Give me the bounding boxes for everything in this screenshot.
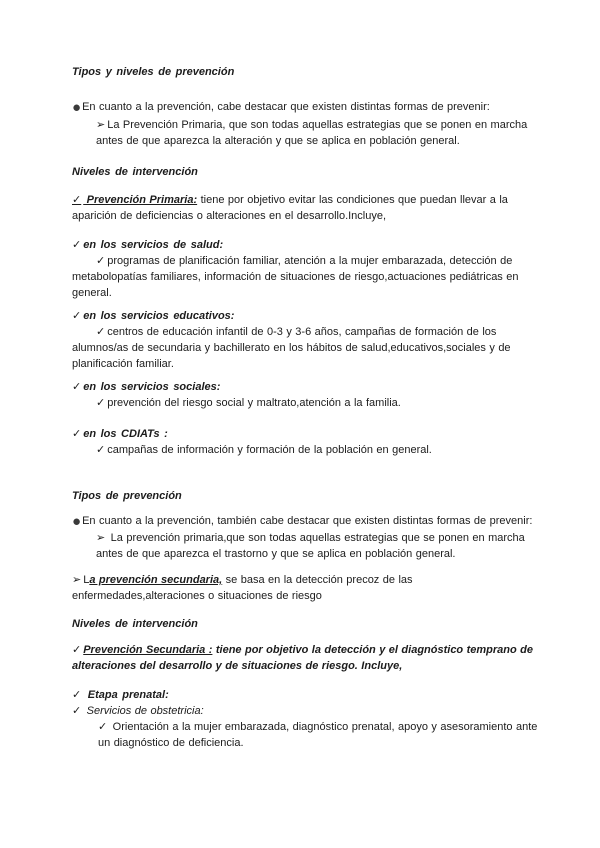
paragraph-intro-2	[72, 513, 540, 530]
check-icon: ✓	[96, 444, 106, 456]
bullet-icon: ●	[72, 513, 82, 530]
heading-tipos-y-niveles: Tipos y niveles de prevención	[72, 66, 235, 78]
intro-1-text: En cuanto a la prevención, cabe destacar que existen distintas formas de prevenir:	[82, 101, 490, 113]
etapa-prenatal-text: Etapa prenatal:	[83, 689, 169, 701]
heading-servicios-sociales	[72, 379, 540, 395]
check-icon: ✓	[72, 381, 82, 393]
prevencion-primaria-rest: tiene por objetivo evitar las condiciones que puedan llevar a la aparición de deficiencias o alteraciones en el desarrollo.Incluye,	[72, 194, 508, 222]
intro-2-text: En cuanto a la prevención, también cabe destacar que existen distintas formas de prevenir:	[82, 515, 533, 527]
paragraph-prevencion-secundaria	[72, 642, 540, 674]
orientacion-text: Orientación a la mujer embarazada, diagnóstico prenatal, apoyo y asesoramiento ante un diagnóstico de deficiencia.	[98, 721, 538, 749]
heading-servicios-educativos	[72, 308, 540, 324]
check-icon: ✓	[96, 255, 106, 267]
check-icon: ✓	[96, 326, 106, 338]
paragraph-servicios-obstetricia	[72, 703, 540, 719]
paragraph-intro-2-sub	[96, 530, 540, 562]
cdiats-item-text: campañas de información y formación de la población en general.	[107, 444, 432, 456]
bullet-icon: ●	[72, 99, 82, 116]
check-icon: ✓	[72, 310, 82, 322]
heading-servicios-salud	[72, 237, 540, 253]
heading-cdiats	[72, 426, 540, 442]
heading-tipos-prevencion: Tipos de prevención	[72, 490, 182, 502]
cdiats-heading-text: en los CDIATs :	[83, 428, 168, 440]
check-icon: ✓	[72, 689, 82, 701]
arrow-icon: ➢	[96, 119, 106, 131]
servicios-educativos-heading-text: en los servicios educativos:	[83, 310, 235, 322]
paragraph-servicios-salud-item	[72, 253, 540, 301]
paragraph-prevencion-primaria	[72, 192, 540, 224]
check-icon: ✓	[72, 194, 82, 206]
heading-etapa-prenatal	[72, 687, 540, 703]
paragraph-cdiats-item	[72, 442, 540, 458]
arrow-icon: ➢	[72, 574, 82, 586]
heading-niveles-intervencion-2: Niveles de intervención	[72, 618, 198, 630]
secundaria-intro-rest: se basa en la detección precoz de las enfermedades,alteraciones o situaciones de riesgo	[72, 574, 413, 602]
prevencion-primaria-lead-text: Prevención Primaria:	[83, 194, 198, 206]
secundaria-intro-lead: a prevención secundaria,	[89, 574, 223, 586]
servicios-salud-item-text: programas de planificación familiar, atención a la mujer embarazada, detección de metabolopatías familiares, información de situaciones de riesgo,actuaciones pediátricas en general.	[72, 255, 519, 299]
paragraph-orientacion	[98, 719, 540, 751]
paragraph-servicios-sociales-item	[72, 395, 540, 411]
intro-2-sub-text: La prevención primaria,que son todas aquellas estrategias que se ponen en marcha antes de que aparezca el trastorno y que se aplica en población general.	[96, 532, 525, 560]
servicios-obstetricia-text: Servicios de obstetricia:	[83, 705, 204, 717]
prevencion-secundaria-rest: tiene por objetivo la detección y el diagnóstico temprano de alteraciones del desarrollo y de situaciones de riesgo. Incluye,	[72, 644, 534, 672]
heading-niveles-intervencion-1: Niveles de intervención	[72, 166, 198, 178]
check-icon: ✓	[72, 239, 82, 251]
check-icon: ✓	[72, 644, 82, 656]
servicios-salud-heading-text: en los servicios de salud:	[83, 239, 224, 251]
servicios-sociales-heading-text: en los servicios sociales:	[83, 381, 221, 393]
paragraph-prevencion-secundaria-intro	[72, 572, 540, 604]
secundaria-intro-prefix: L	[83, 574, 90, 586]
check-icon: ✓	[98, 721, 108, 733]
intro-1-sub-text: La Prevención Primaria, que son todas aquellas estrategias que se ponen en marcha antes de que aparezca la alteración y que se aplica en población general.	[96, 119, 528, 147]
paragraph-servicios-educativos-item	[72, 324, 540, 372]
arrow-icon: ➢	[96, 532, 106, 544]
paragraph-intro-1-sub	[96, 117, 540, 149]
servicios-sociales-item-text: prevención del riesgo social y maltrato,atención a la familia.	[107, 397, 401, 409]
check-icon: ✓	[96, 397, 106, 409]
servicios-educativos-item-text: centros de educación infantil de 0-3 y 3-6 años, campañas de formación de los alumnos/as de secundaria y bachillerato en los hábitos de salud,educativos,sociales y de planificación familiar.	[72, 326, 511, 370]
check-icon: ✓	[72, 428, 82, 440]
paragraph-intro-1	[72, 99, 540, 116]
prevencion-primaria-lead	[72, 194, 197, 206]
check-icon: ✓	[72, 705, 82, 717]
prevencion-secundaria-lead: Prevención Secundaria :	[83, 644, 213, 656]
